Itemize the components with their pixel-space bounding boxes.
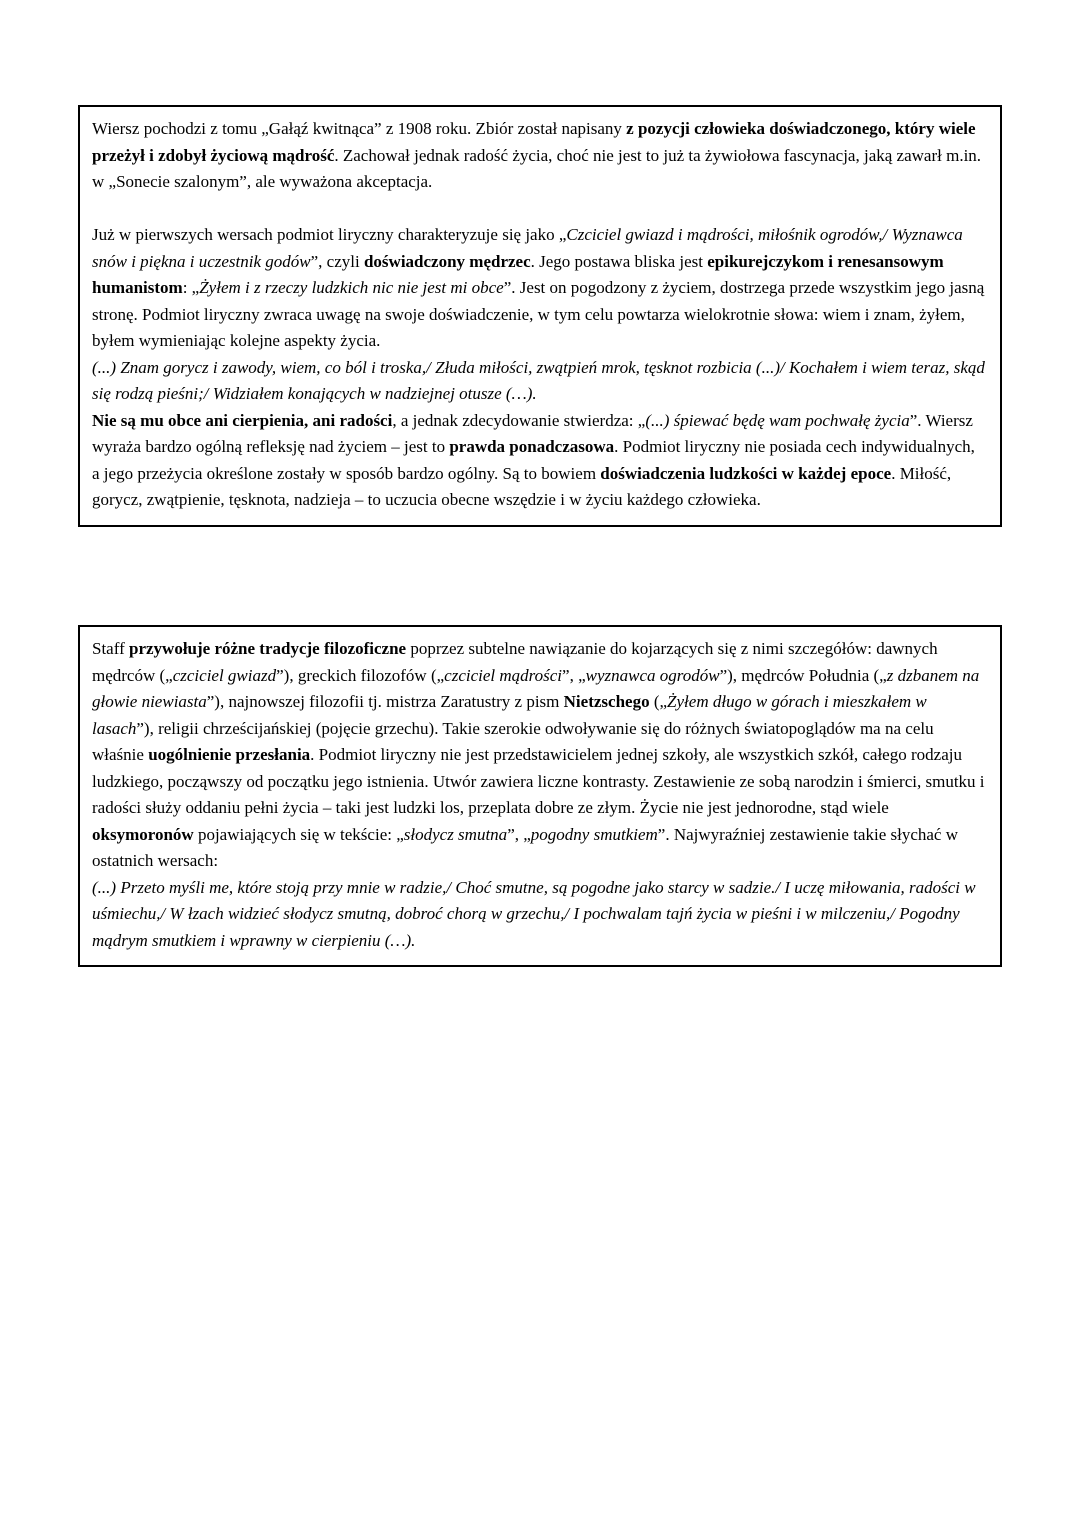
- text-run: ”, czyli: [310, 251, 364, 271]
- paragraph-conclusion-1: [92, 408, 986, 514]
- text-run: . Podmiot liryczny nie jest przedstawicielem jednej szkoły, ale wszystkich szkół, całego rodzaju ludzkiego, począwszy od początku jego istnienia. Utwór zawiera liczne kontrasty. Zestawienie ze sobą narodzin i śmierci, smutku i radości służy oddaniu pełni życia – taki jest ludzki los, przeplata dobre ze złym. Życie nie jest jednorodne, stąd wiele: [92, 745, 985, 817]
- text-run: z dzbanem na głowie niewiasta: [92, 665, 980, 711]
- text-run: . Zachował jednak radość życia, choć nie jest to już ta żywiołowa fascynacja, jaką zawarł m.in. w „Sonecie szalonym”, ale wyważona akceptacja.: [92, 145, 982, 191]
- text-run: czciciel mądrości: [444, 665, 563, 685]
- text-run: . Podmiot liryczny nie posiada cech indywidualnych, a jego przeżycia określone zostały w sposób bardzo ogólny. Są to bowiem: [92, 437, 975, 483]
- text-run: (...) Znam gorycz i zawody, wiem, co ból i troska,/ Złuda miłości, zwątpień mrok, tęsknot rozbicia (...)/ Kochałem i wiem teraz, skąd się rodzą pieśni;/ Widziałem konających w nadziejnej otusze (…).: [92, 357, 985, 403]
- text-run: (...) śpiewać będę wam pochwałę życia: [645, 410, 910, 430]
- text-run: czciciel gwiazd: [172, 665, 277, 685]
- paragraph-quote-2: [92, 875, 986, 955]
- paragraph-intro: [92, 116, 986, 196]
- text-run: ”), religii chrześcijańskiej (pojęcie grzechu). Takie szerokie odwoływanie się do różnych światopoglądów ma na celu właśnie: [92, 718, 934, 764]
- text-run: doświadczenia ludzkości w każdej epoce: [600, 463, 892, 483]
- text-run: poprzez subtelne nawiązanie do kojarzących się z nimi szczegółów: dawnych mędrców („: [92, 639, 938, 685]
- text-run: Czciciel gwiazd i mądrości, miłośnik ogrodów,/ Wyznawca snów i piękna i uczestnik godów: [92, 225, 963, 271]
- text-run: prawda ponadczasowa: [449, 437, 615, 456]
- text-run: (...) Przeto myśli me, które stoją przy mnie w radzie,/ Choć smutne, są pogodne jako starcy w sadzie./ I uczę miłowania, radości w uśmiechu,/ W łzach widzieć słodycz smutną, dobroć chorą w grzechu,/ I pochwalam tajń życia w pieśni i w milczeniu,/ Pogodny mądrym smutkiem i wprawny w cierpieniu (…).: [92, 877, 976, 950]
- text-run: ”), greckich filozofów („: [276, 665, 445, 685]
- text-run: ”. Jest on pogodzony z życiem, dostrzega przede wszystkim jego jasną stronę. Podmiot liryczny zwraca uwagę na swoje doświadczenie, w tym celu powtarza wielokrotnie słowa: wiem i znam, żyłem, byłem wymieniając kolejne aspekty życia.: [92, 278, 985, 350]
- text-run: Nietzschego: [563, 692, 650, 711]
- text-run: ”, „: [562, 665, 586, 685]
- text-run: Staff: [92, 639, 129, 658]
- paragraph-quote-1: [92, 355, 986, 408]
- analysis-box-primary: [78, 105, 1002, 527]
- text-run: ”), mędrców Południa („: [719, 665, 887, 685]
- text-run: oksymoronów: [92, 824, 194, 844]
- text-run: Już w pierwszych wersach podmiot liryczny charakteryzuje się jako „: [92, 225, 567, 244]
- text-run: („: [649, 692, 668, 711]
- text-run: pogodny smutkiem: [530, 824, 658, 844]
- text-run: ”. Najwyraźniej zestawienie takie słychać w ostatnich wersach:: [92, 824, 958, 870]
- text-run: ”. Wiersz wyraża bardzo ogólną refleksję nad życiem – jest to: [92, 410, 973, 456]
- text-run: Żyłem długo w górach i mieszkałem w lasach: [92, 692, 927, 738]
- text-run: , a jednak zdecydowanie stwierdza: „: [392, 410, 646, 430]
- paragraph-lyrical-subject: [92, 222, 986, 355]
- text-run: z pozycji człowieka doświadczonego, który wiele przeżył i zdobył życiową mądrość: [92, 119, 976, 165]
- text-run: pojawiających się w tekście: „: [193, 824, 404, 844]
- text-run: epikurejczykom i renesansowym humanistom: [92, 251, 944, 297]
- text-run: doświadczony mędrzec: [363, 251, 531, 271]
- text-run: Wiersz pochodzi z tomu „Gałąź kwitnąca” z 1908 roku. Zbiór został napisany: [92, 119, 627, 138]
- text-run: przywołuje różne tradycje filozoficzne: [129, 639, 407, 658]
- text-run: słodycz smutna: [403, 824, 508, 844]
- analysis-box-secondary: [78, 625, 1002, 967]
- text-run: Nie są mu obce ani cierpienia, ani radości: [92, 410, 393, 430]
- text-run: uogólnienie przesłania: [148, 745, 311, 764]
- text-run: . Jego postawa bliska jest: [530, 251, 708, 271]
- text-run: wyznawca ogrodów: [585, 665, 720, 685]
- text-run: ”, „: [507, 824, 531, 844]
- paragraph-philosophy: [92, 636, 986, 875]
- text-run: . Miłość, gorycz, zwątpienie, tęsknota, nadzieja – to uczucia obecne wszędzie i w życiu każdego człowieka.: [92, 463, 952, 509]
- text-run: Żyłem i z rzeczy ludzkich nic nie jest mi obce: [199, 278, 504, 297]
- text-run: ”), najnowszej filozofii tj. mistrza Zaratustry z pism: [206, 692, 564, 711]
- text-run: : „: [182, 278, 200, 297]
